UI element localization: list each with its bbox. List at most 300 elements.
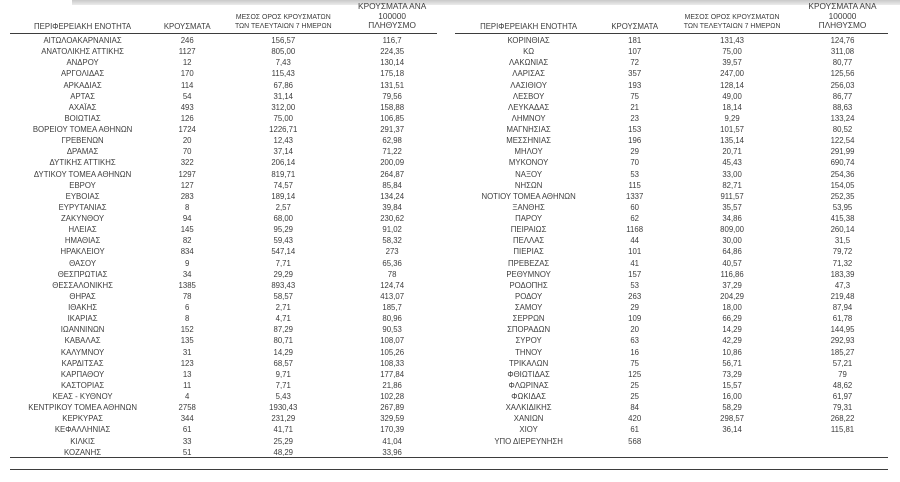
avg-7day-cell: 68,00 — [273, 214, 294, 223]
cases-cell: 54 — [182, 91, 192, 101]
cases-cell: 33 — [182, 436, 192, 446]
avg-7day-cell: 37,29 — [722, 280, 742, 290]
per-100k-cell: 88,63 — [832, 102, 853, 112]
cases-cell: 170 — [180, 69, 194, 79]
table-row — [455, 146, 888, 157]
header-avg-7day-line1: ΜΕΣΟΣ ΟΡΟΣ ΚΡΟΥΣΜΑΤΩΝ — [235, 14, 331, 22]
table-row — [10, 68, 437, 79]
cases-cell: 21 — [630, 102, 640, 112]
per-100k-cell: 291,99 — [830, 147, 855, 157]
avg-7day-cell: 39,57 — [722, 58, 742, 68]
avg-7day-cell: 75,00 — [722, 47, 742, 57]
table-row — [455, 347, 888, 358]
per-100k-cell: 87,94 — [832, 303, 853, 312]
region-name-cell: ΠΑΡΟΥ — [515, 214, 543, 223]
cases-cell: 127 — [180, 180, 194, 190]
region-name-cell: ΞΑΝΘΗΣ — [512, 202, 545, 212]
table-row — [455, 424, 888, 435]
table-row — [455, 57, 888, 68]
header-avg-7day-line1: ΜΕΣΟΣ ΟΡΟΣ ΚΡΟΥΣΜΑΤΩΝ — [684, 14, 780, 22]
cases-cell: 25 — [630, 392, 640, 401]
avg-7day-cell: 25,29 — [273, 436, 294, 446]
cases-cell: 357 — [628, 69, 642, 79]
per-100k-cell: 413,07 — [380, 291, 405, 301]
per-100k-cell: 53,95 — [832, 202, 853, 212]
avg-7day-cell: 34,86 — [722, 214, 742, 223]
per-100k-cell: 31,5 — [834, 236, 851, 246]
table-row — [10, 191, 437, 202]
table-row — [10, 169, 437, 180]
per-100k-cell: 62,98 — [382, 136, 402, 146]
header-avg-7day-line2: ΤΩΝ ΤΕΛΕΥΤΑΙΩΝ 7 ΗΜΕΡΩΝ — [683, 22, 781, 30]
avg-7day-cell: 68,57 — [273, 358, 294, 368]
region-name-cell: ΠΙΕΡΙΑΣ — [513, 247, 544, 257]
per-100k-cell: 273 — [385, 247, 399, 257]
table-row — [455, 269, 888, 280]
header-per-100k-line1: ΚΡΟΥΣΜΑΤΑ ΑΝΑ 100000 — [358, 1, 427, 21]
cases-cell: 4 — [185, 392, 190, 401]
avg-7day-cell: 131,43 — [720, 36, 745, 45]
table-row — [10, 146, 437, 157]
cases-cell: 2758 — [178, 403, 196, 413]
cases-cell: 60 — [630, 202, 640, 212]
cases-cell: 568 — [628, 436, 642, 446]
header-avg-7day-line2: ΤΩΝ ΤΕΛΕΥΤΑΙΩΝ 7 ΗΜΕΡΩΝ — [234, 22, 332, 30]
per-100k-cell: 57,21 — [832, 358, 853, 368]
cases-cell: 115 — [628, 180, 641, 190]
per-100k-cell: 260,14 — [830, 225, 855, 235]
region-name-cell: ΡΟΔΟΥ — [515, 291, 543, 301]
region-name-cell: ΒΟΙΩΤΙΑΣ — [64, 113, 101, 123]
cases-cell: 322 — [180, 158, 194, 168]
avg-7day-cell: 80,71 — [273, 336, 294, 346]
avg-7day-cell: 35,57 — [722, 202, 742, 212]
per-100k-cell: 33,96 — [382, 447, 402, 457]
region-name-cell: ΕΥΡΥΤΑΝΙΑΣ — [58, 202, 107, 212]
table-row — [455, 124, 888, 135]
bottom-double-rule-bottom — [10, 469, 888, 470]
cases-cell: 145 — [180, 225, 194, 235]
region-name-cell: ΥΠΟ ΔΙΕΡΕΥΝΗΣΗ — [494, 436, 563, 446]
table-row — [455, 35, 888, 46]
region-name-cell: ΠΕΙΡΑΙΩΣ — [510, 225, 547, 235]
avg-7day-cell: 7,71 — [275, 258, 291, 268]
table-row — [455, 369, 888, 380]
table-row — [10, 402, 437, 413]
cases-cell: 82 — [182, 236, 192, 246]
avg-7day-cell: 7,43 — [275, 58, 291, 68]
cases-cell: 153 — [628, 125, 642, 134]
bottom-double-rule-top — [10, 457, 888, 458]
avg-7day-cell: 40,57 — [722, 258, 742, 268]
table-row — [10, 80, 437, 91]
table-row — [10, 358, 437, 369]
region-name-cell: ΕΥΒΟΙΑΣ — [65, 191, 100, 201]
avg-7day-cell: 819,71 — [271, 169, 296, 179]
cases-cell: 78 — [182, 291, 192, 301]
region-name-cell: ΦΩΚΙΔΑΣ — [511, 392, 546, 401]
avg-7day-cell: 41,71 — [273, 425, 294, 435]
avg-7day-cell: 95,29 — [273, 225, 294, 235]
cases-cell: 834 — [180, 247, 194, 257]
region-name-cell: ΘΑΣΟΥ — [69, 258, 97, 268]
region-name-cell: ΗΜΑΘΙΑΣ — [64, 236, 101, 246]
per-100k-cell: 185,7 — [382, 303, 402, 312]
table-row — [455, 191, 888, 202]
avg-7day-cell: 4,71 — [275, 314, 291, 324]
region-name-cell: ΘΗΡΑΣ — [69, 291, 96, 301]
per-100k-cell: 108,33 — [380, 358, 405, 368]
per-100k-cell: 108,07 — [380, 336, 405, 346]
cases-cell: 94 — [182, 214, 192, 223]
header-per-100k — [797, 2, 888, 31]
per-100k-cell: 80,52 — [832, 125, 853, 134]
table-row — [10, 413, 437, 424]
avg-7day-cell: 805,00 — [271, 47, 296, 57]
per-100k-cell: 80,77 — [832, 58, 853, 68]
per-100k-cell: 185,27 — [830, 347, 855, 357]
per-100k-cell: 122,54 — [830, 136, 855, 146]
region-name-cell: ΦΘΙΩΤΙΔΑΣ — [507, 369, 550, 379]
table-row — [455, 280, 888, 291]
per-100k-cell: 48,62 — [832, 380, 853, 390]
avg-7day-cell: 36,14 — [722, 425, 742, 435]
table-row — [10, 258, 437, 269]
cases-cell: 75 — [630, 91, 640, 101]
per-100k-cell: 311,08 — [830, 47, 855, 57]
avg-7day-cell: 5,43 — [275, 392, 291, 401]
cases-cell: 70 — [182, 147, 192, 157]
per-100k-cell: 175,18 — [380, 69, 405, 79]
region-name-cell: ΚΕΝΤΡΙΚΟΥ ΤΟΜΕΑ ΑΘΗΝΩΝ — [28, 403, 137, 413]
avg-7day-cell: 67,86 — [273, 80, 294, 90]
table-row — [10, 57, 437, 68]
per-100k-cell: 224,35 — [380, 47, 405, 57]
region-name-cell: ΤΗΝΟΥ — [515, 347, 543, 357]
avg-7day-cell: 42,29 — [722, 336, 742, 346]
region-name-cell: ΑΡΚΑΔΙΑΣ — [63, 80, 102, 90]
region-name-cell: ΚΑΡΔΙΤΣΑΣ — [61, 358, 104, 368]
table-row — [455, 213, 888, 224]
avg-7day-cell: 15,57 — [722, 380, 742, 390]
per-100k-cell: 91,02 — [382, 225, 402, 235]
region-name-cell: ΧΑΝΙΩΝ — [513, 414, 544, 424]
avg-7day-cell: 116,86 — [720, 269, 744, 279]
table-row — [10, 280, 437, 291]
per-100k-cell: 61,78 — [832, 314, 853, 324]
per-100k-cell: 105,26 — [380, 347, 405, 357]
avg-7day-cell: 37,14 — [273, 147, 294, 157]
avg-7day-cell: 312,00 — [271, 102, 296, 112]
header-region: ΠΕΡΙΦΕΡΕΙΑΚΗ ΕΝΟΤΗΤΑ — [34, 21, 132, 31]
cases-cell: 344 — [180, 414, 194, 424]
cases-cell: 70 — [630, 158, 640, 168]
per-100k-cell: 131,51 — [380, 80, 405, 90]
region-name-cell: ΝΗΣΩΝ — [514, 180, 543, 190]
cases-cell: 31 — [182, 347, 192, 357]
per-100k-cell: 134,24 — [380, 191, 405, 201]
region-name-cell: ΚΕΑΣ - ΚΥΘΝΟΥ — [52, 392, 113, 401]
table-row — [10, 369, 437, 380]
per-100k-cell: 65,36 — [382, 258, 402, 268]
avg-7day-cell: 45,43 — [722, 158, 742, 168]
per-100k-cell: 200,09 — [380, 158, 405, 168]
table-row — [455, 113, 888, 124]
table-row — [10, 35, 437, 46]
table-row — [455, 335, 888, 346]
avg-7day-cell: 298,57 — [720, 414, 745, 424]
table-row — [455, 91, 888, 102]
region-name-cell: ΔΡΑΜΑΣ — [66, 147, 99, 157]
cases-cell: 6 — [185, 303, 190, 312]
table-row — [455, 46, 888, 57]
cases-cell: 157 — [628, 269, 642, 279]
region-name-cell: ΣΕΡΡΩΝ — [512, 314, 545, 324]
region-name-cell: ΝΟΤΙΟΥ ΤΟΜΕΑ ΑΘΗΝΩΝ — [481, 191, 576, 201]
cases-cell: 493 — [180, 102, 194, 112]
region-name-cell: ΛΗΜΝΟΥ — [511, 113, 546, 123]
region-name-cell: ΦΛΩΡΙΝΑΣ — [508, 380, 549, 390]
header-avg-7day — [667, 14, 797, 31]
cases-cell: 12 — [182, 58, 192, 68]
per-100k-cell: 86,77 — [832, 91, 853, 101]
per-100k-cell: 71,22 — [382, 147, 402, 157]
per-100k-cell: 80,96 — [382, 314, 402, 324]
per-100k-cell: 256,03 — [830, 80, 855, 90]
region-name-cell: ΣΠΟΡΑΔΩΝ — [507, 325, 551, 335]
cases-cell: 114 — [180, 80, 194, 90]
avg-7day-cell: 247,00 — [720, 69, 745, 79]
avg-7day-cell: 10,86 — [722, 347, 742, 357]
cases-cell: 1127 — [178, 47, 196, 57]
per-100k-cell: 116,7 — [382, 36, 402, 45]
region-name-cell: ΛΕΣΒΟΥ — [512, 91, 545, 101]
table-row — [10, 135, 437, 146]
table-body — [455, 35, 888, 447]
cases-cell: 25 — [630, 380, 640, 390]
per-100k-cell: 230,62 — [380, 214, 405, 223]
avg-7day-cell: 128,14 — [720, 80, 745, 90]
table-row — [10, 380, 437, 391]
per-100k-cell: 252,35 — [830, 191, 855, 201]
region-name-cell: ΜΥΚΟΝΟΥ — [508, 158, 549, 168]
region-name-cell: ΚΕΡΚΥΡΑΣ — [62, 414, 103, 424]
avg-7day-cell: 893,43 — [271, 280, 296, 290]
per-100k-cell: 219,48 — [830, 291, 855, 301]
table-row — [10, 180, 437, 191]
per-100k-cell: 267,89 — [380, 403, 405, 413]
avg-7day-cell: 189,14 — [271, 191, 296, 201]
cases-cell: 11 — [183, 380, 192, 390]
cases-cell: 125 — [628, 369, 642, 379]
cases-cell: 263 — [628, 291, 642, 301]
table-row — [455, 413, 888, 424]
avg-7day-cell: 14,29 — [273, 347, 294, 357]
per-100k-cell: 79,56 — [382, 91, 402, 101]
per-100k-cell: 177,84 — [380, 369, 405, 379]
region-name-cell: ΑΝΑΤΟΛΙΚΗΣ ΑΤΤΙΚΗΣ — [41, 47, 124, 57]
per-100k-cell: 85,84 — [382, 180, 402, 190]
table-row — [10, 235, 437, 246]
table-row — [455, 68, 888, 79]
avg-7day-cell: 2,57 — [275, 202, 291, 212]
per-100k-cell: 415,38 — [830, 214, 855, 223]
region-name-cell: ΚΟΖΑΝΗΣ — [64, 447, 102, 457]
table-row — [10, 324, 437, 335]
cases-cell: 13 — [182, 369, 192, 379]
cases-cell: 61 — [630, 425, 640, 435]
avg-7day-cell: 9,71 — [275, 369, 291, 379]
per-100k-cell: 47,3 — [834, 280, 851, 290]
region-name-cell: ΕΒΡΟΥ — [69, 180, 96, 190]
table-row — [10, 157, 437, 168]
per-100k-cell: 183,39 — [830, 269, 855, 279]
cases-cell: 51 — [182, 447, 192, 457]
avg-7day-cell: 16,00 — [722, 392, 742, 401]
cases-cell: 152 — [180, 325, 194, 335]
table-row — [455, 402, 888, 413]
table-row — [455, 324, 888, 335]
region-name-cell: ΧΙΟΥ — [519, 425, 538, 435]
cases-cell: 181 — [628, 36, 642, 45]
region-name-cell: ΝΑΞΟΥ — [515, 169, 543, 179]
cases-cell: 20 — [630, 325, 640, 335]
cases-cell: 1168 — [626, 225, 644, 235]
table-row — [10, 335, 437, 346]
per-100k-cell: 124,76 — [830, 36, 855, 45]
table-row — [455, 380, 888, 391]
region-name-cell: ΚΕΦΑΛΛΗΝΙΑΣ — [54, 425, 111, 435]
table-row — [455, 135, 888, 146]
table-row — [10, 269, 437, 280]
table-row — [10, 124, 437, 135]
cases-cell: 20 — [182, 136, 192, 146]
per-100k-cell: 292,93 — [830, 336, 855, 346]
cases-cell: 107 — [628, 47, 642, 57]
table-row — [10, 291, 437, 302]
per-100k-cell: 329,59 — [380, 414, 405, 424]
cases-cell: 53 — [630, 169, 640, 179]
table-row — [10, 91, 437, 102]
per-100k-cell: 106,85 — [380, 113, 405, 123]
table-row — [455, 224, 888, 235]
table-row — [10, 224, 437, 235]
region-name-cell: ΚΙΛΚΙΣ — [70, 436, 95, 446]
region-name-cell: ΔΥΤΙΚΗΣ ΑΤΤΙΚΗΣ — [49, 158, 116, 168]
per-100k-cell: 125,56 — [830, 69, 855, 79]
per-100k-cell: 71,32 — [832, 258, 853, 268]
cases-cell: 63 — [630, 336, 640, 346]
avg-7day-cell: 59,43 — [273, 236, 294, 246]
table-row — [455, 80, 888, 91]
table-row — [455, 235, 888, 246]
per-100k-cell: 79,72 — [832, 247, 853, 257]
per-100k-cell: 268,22 — [830, 414, 855, 424]
cases-cell: 23 — [630, 113, 640, 123]
avg-7day-cell: 156,57 — [271, 36, 296, 45]
table-row — [455, 302, 888, 313]
per-100k-cell: 102,28 — [380, 392, 405, 401]
region-name-cell: ΖΑΚΥΝΘΟΥ — [61, 214, 105, 223]
per-100k-cell: 158,88 — [380, 102, 405, 112]
per-100k-cell: 133,24 — [830, 113, 855, 123]
table-row — [455, 291, 888, 302]
table-header-row — [10, 1, 437, 34]
per-100k-cell: 90,53 — [382, 325, 402, 335]
cases-cell: 41 — [630, 258, 640, 268]
cases-cell: 29 — [630, 303, 640, 312]
cases-cell: 75 — [630, 358, 640, 368]
per-100k-cell: 58,32 — [382, 236, 402, 246]
table-row — [455, 258, 888, 269]
cases-cell: 61 — [182, 425, 192, 435]
region-name-cell: ΙΚΑΡΙΑΣ — [67, 314, 98, 324]
region-name-cell: ΤΡΙΚΑΛΩΝ — [509, 358, 549, 368]
header-per-100k-line2: ΠΛΗΘΥΣΜΟ — [818, 20, 867, 31]
cases-cell: 72 — [630, 58, 640, 68]
region-name-cell: ΑΙΤΩΛΟΑΚΑΡΝΑΝΙΑΣ — [43, 36, 122, 45]
region-name-cell: ΛΑΣΙΘΙΟΥ — [510, 80, 547, 90]
cases-cell: 44 — [630, 236, 640, 246]
cases-cell: 283 — [180, 191, 194, 201]
avg-7day-cell: 66,29 — [722, 314, 742, 324]
avg-7day-cell: 73,29 — [722, 369, 742, 379]
region-name-cell: ΙΩΑΝΝΙΝΩΝ — [60, 325, 105, 335]
table-row — [455, 391, 888, 402]
cases-cell: 101 — [628, 247, 642, 257]
header-cases: ΚΡΟΥΣΜΑΤΑ — [163, 21, 211, 31]
avg-7day-cell: 49,00 — [722, 91, 742, 101]
region-name-cell: ΜΑΓΝΗΣΙΑΣ — [506, 125, 551, 134]
per-100k-cell: 78 — [387, 269, 397, 279]
region-name-cell: ΗΡΑΚΛΕΙΟΥ — [60, 247, 105, 257]
region-name-cell: ΜΗΛΟΥ — [514, 147, 543, 157]
region-name-cell: ΚΟΡΙΝΘΙΑΣ — [507, 36, 550, 45]
cases-cell: 193 — [628, 80, 642, 90]
region-name-cell: ΑΡΓΟΛΙΔΑΣ — [60, 69, 105, 79]
header-region: ΠΕΡΙΦΕΡΕΙΑΚΗ ΕΝΟΤΗΤΑ — [480, 21, 578, 31]
cases-cell: 123 — [180, 358, 194, 368]
per-100k-cell: 79 — [838, 369, 847, 379]
avg-7day-cell: 56,71 — [722, 358, 742, 368]
cases-cell: 8 — [185, 202, 190, 212]
header-per-100k-line1: ΚΡΟΥΣΜΑΤΑ ΑΝΑ 100000 — [808, 1, 877, 21]
header-avg-7day — [219, 14, 347, 31]
avg-7day-cell: 911,57 — [720, 191, 744, 201]
region-name-cell: ΛΑΡΙΣΑΣ — [512, 69, 545, 79]
header-per-100k-line2: ΠΛΗΘΥΣΜΟ — [368, 20, 417, 31]
avg-7day-cell: 58,57 — [273, 291, 294, 301]
table-row — [10, 246, 437, 257]
per-100k-cell — [797, 436, 888, 447]
region-name-cell: ΙΘΑΚΗΣ — [68, 303, 98, 312]
cases-cell: 109 — [628, 314, 642, 324]
avg-7day-cell: 33,00 — [722, 169, 742, 179]
per-100k-cell: 79,31 — [832, 403, 853, 413]
region-name-cell: ΚΑΣΤΟΡΙΑΣ — [60, 380, 105, 390]
region-name-cell: ΘΕΣΠΡΩΤΙΑΣ — [57, 269, 108, 279]
avg-7day-cell: 58,29 — [722, 403, 742, 413]
cases-cell: 1724 — [178, 125, 196, 134]
region-name-cell: ΧΑΛΚΙΔΙΚΗΣ — [505, 403, 552, 413]
table-row — [455, 246, 888, 257]
avg-7day-cell: 30,00 — [722, 236, 742, 246]
region-name-cell: ΒΟΡΕΙΟΥ ΤΟΜΕΑ ΑΘΗΝΩΝ — [32, 125, 133, 134]
per-100k-cell: 254,36 — [830, 169, 855, 179]
table-row — [455, 358, 888, 369]
per-100k-cell: 41,04 — [382, 436, 402, 446]
table-row — [455, 202, 888, 213]
